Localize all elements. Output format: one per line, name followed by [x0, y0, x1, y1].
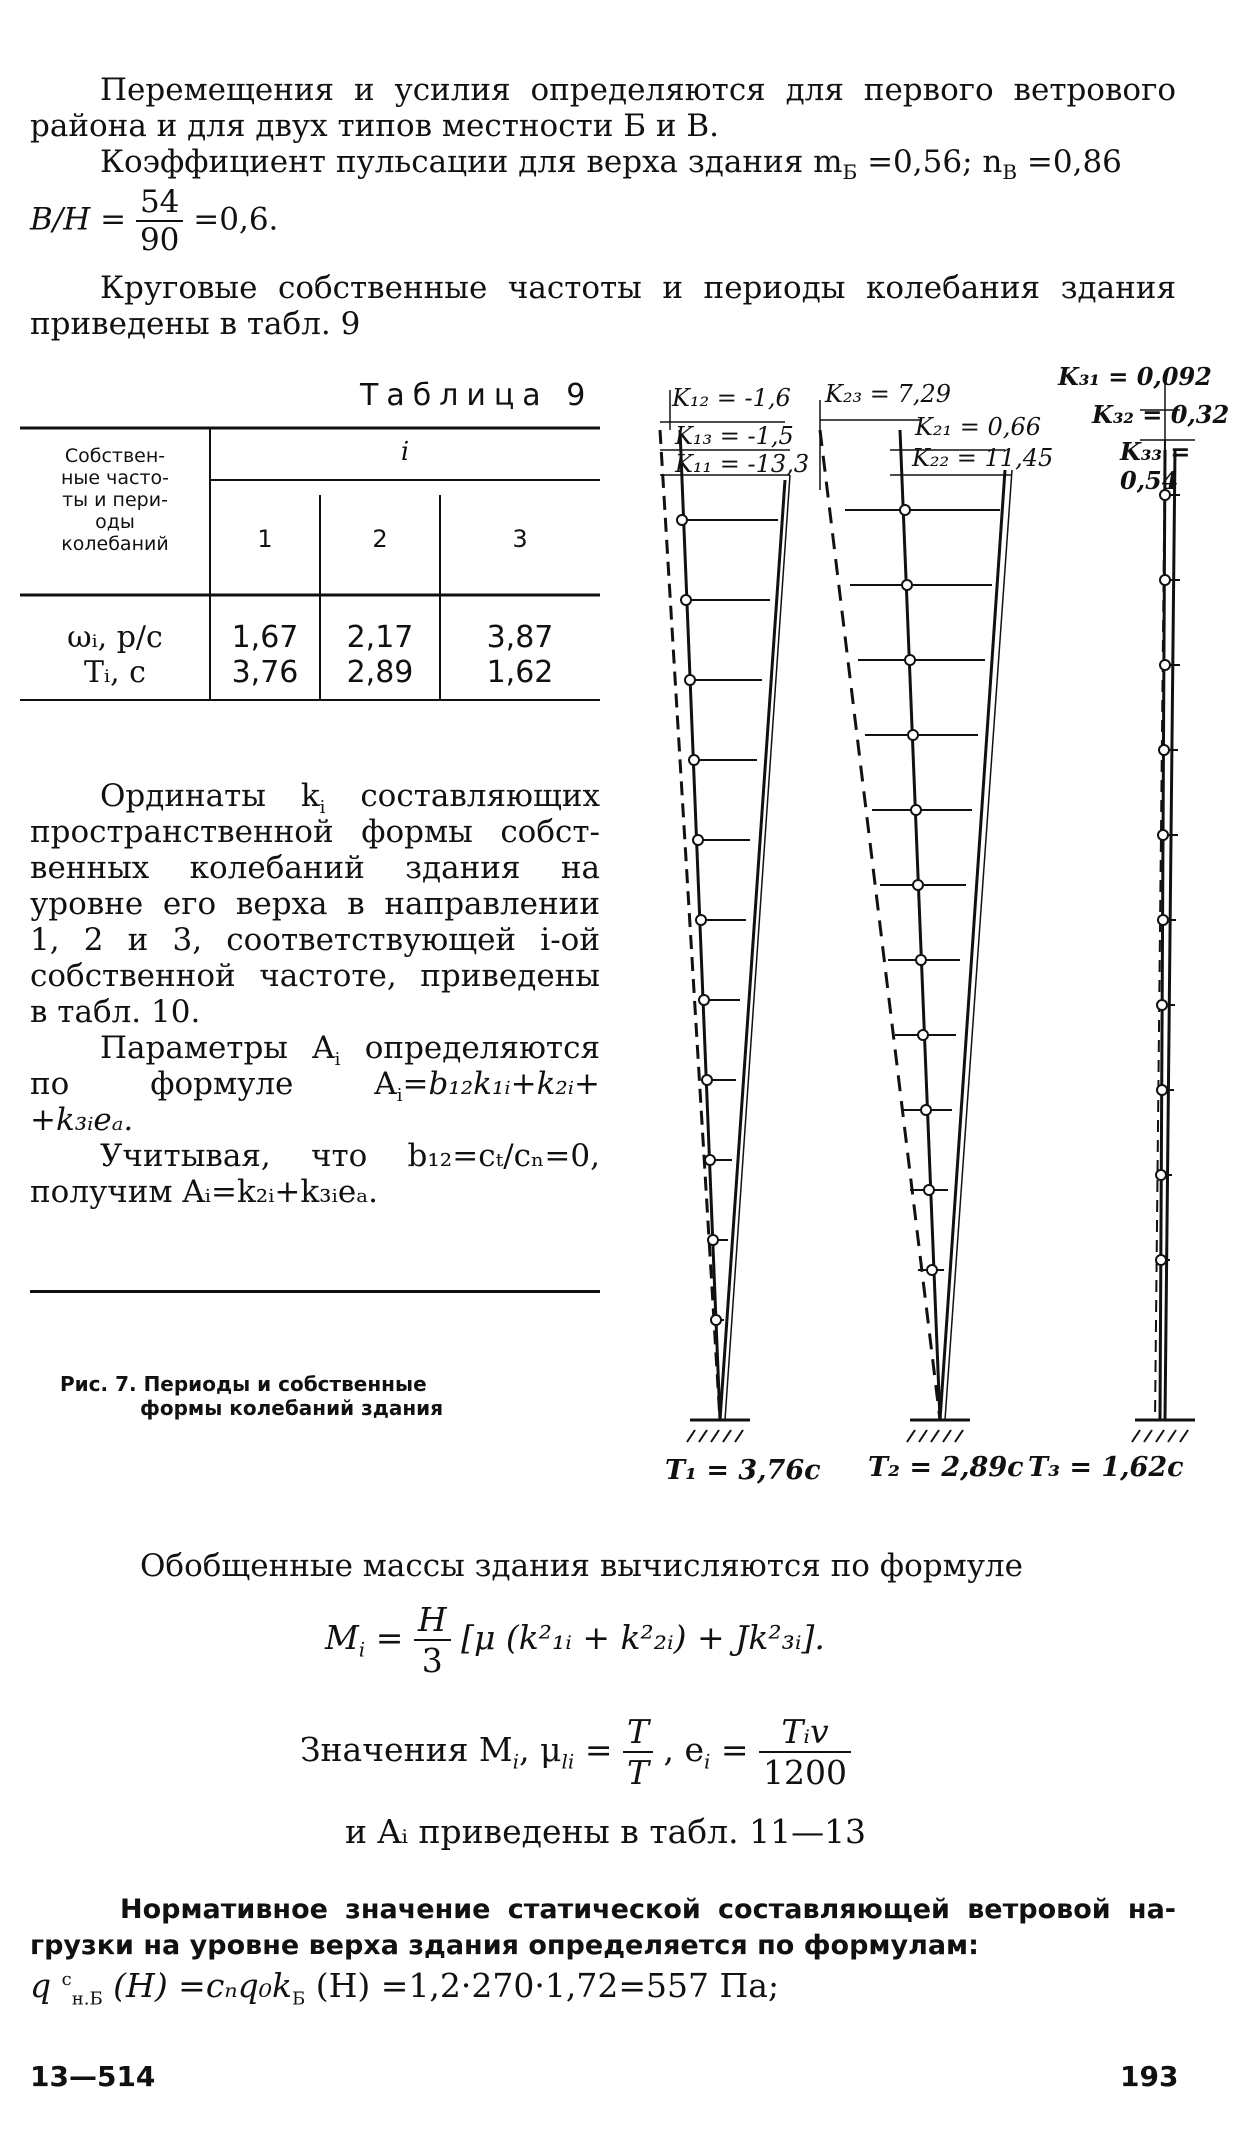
- text-span: Значения M: [300, 1730, 513, 1769]
- ratio-fraction: [136, 184, 183, 258]
- k-label: K₁₁ = -13,3: [675, 450, 810, 478]
- paragraph-line: венных колебаний здания на: [30, 850, 600, 886]
- k-label: K₃₃ = 0,54: [1120, 437, 1191, 495]
- text-span: составляющих: [325, 778, 600, 814]
- text-span: Параметры A: [100, 1030, 335, 1066]
- table-header-i: i: [400, 437, 410, 467]
- mode-shape-1: [660, 390, 790, 1420]
- equals-sign: =: [584, 1730, 623, 1769]
- fraction-numerator: H: [414, 1600, 451, 1641]
- table-cell: 3,76: [231, 655, 299, 690]
- table-row-label: ωᵢ, р/с: [67, 620, 163, 655]
- fraction-denominator: 3: [421, 1641, 443, 1680]
- formula-values: [300, 1712, 851, 1792]
- paragraph-line: района и для двух типов местности Б и В.: [30, 108, 720, 144]
- text-span: q: [30, 1966, 62, 2005]
- table-cell: 3,87: [486, 620, 554, 655]
- k-label: K₂₁ = 0,66: [915, 413, 1041, 441]
- subscript: i: [512, 1749, 520, 1774]
- k-label: K₂₃ = 7,29: [825, 380, 951, 408]
- subscript: i: [319, 797, 326, 819]
- formula-fraction: [414, 1600, 451, 1680]
- paragraph-line: приведены в табл. 9: [30, 306, 361, 342]
- text-span: определяются: [340, 1030, 600, 1066]
- table-col-header: 1: [257, 525, 273, 553]
- paragraph-line: Круговые собственные частоты и периоды колебания здания: [100, 270, 1176, 306]
- period-label: T₂ = 2,89c: [868, 1452, 1024, 1483]
- subscript: i: [396, 1085, 403, 1107]
- k-label: K₃₁ = 0,092: [1058, 362, 1212, 391]
- mode-shapes-figure: [620, 360, 1240, 1500]
- equals-sign: =: [720, 1730, 760, 1769]
- subscript: i: [334, 1049, 341, 1071]
- paragraph-line: и Aᵢ приведены в табл. 11—13: [345, 1812, 867, 1851]
- paragraph-line: собственной частоте, приведены: [30, 958, 600, 994]
- superscript: c: [61, 1969, 72, 1990]
- subscript: В: [1002, 160, 1018, 185]
- text-span: (H) =1,2·270·1,72=557 Па;: [305, 1966, 780, 2005]
- k-label: K₃₂ = 0,32: [1092, 400, 1230, 429]
- text-span: , μ: [519, 1730, 562, 1769]
- fraction-denominator: T: [626, 1753, 649, 1792]
- mode-shape-2: [820, 400, 1012, 1420]
- paragraph-line: Учитывая, что b₁₂=cₜ/cₙ=0,: [100, 1138, 600, 1174]
- text-span: =b₁₂k₁ᵢ+k₂ᵢ+: [402, 1066, 600, 1102]
- formula-mi: [325, 1600, 825, 1680]
- paragraph-line: 1, 2 и 3, соответствующей i-ой: [30, 922, 600, 958]
- ratio-formula: [30, 184, 278, 258]
- e-fraction: [759, 1712, 851, 1792]
- fraction-numerator: T: [623, 1712, 653, 1753]
- paragraph-line: Обобщенные массы здания вычисляются по формуле: [140, 1548, 1023, 1584]
- subscript: i: [703, 1749, 711, 1774]
- paragraph-line: +k₃ᵢeₐ.: [30, 1102, 134, 1138]
- paragraph-line: грузки на уровне верха здания определяется по формулам:: [30, 1930, 979, 1961]
- paragraph-line: Перемещения и усилия определяются для первого ветрового: [100, 72, 1176, 108]
- paragraph-line: уровне его верха в направлении: [30, 886, 600, 922]
- subscript: н.Б: [71, 1988, 103, 2010]
- table-col-header: 3: [512, 525, 528, 553]
- figure-caption: формы колебаний здания: [140, 1396, 444, 1420]
- fraction-numerator: Tᵢv: [759, 1712, 851, 1753]
- text-span: =0,56; n: [857, 144, 1003, 180]
- formula-lhs: M: [325, 1618, 359, 1657]
- k-label: K₁₃ = -1,5: [675, 422, 794, 450]
- paragraph-line: Нормативное значение статической составляющей ветровой на-: [120, 1894, 1176, 1925]
- subscript: Б: [842, 160, 858, 185]
- table-cell: 2,17: [346, 620, 414, 655]
- period-label: T₁ = 3,76c: [665, 1455, 821, 1486]
- divider: [30, 1290, 600, 1293]
- footer-signature: 13—514: [30, 2060, 156, 2093]
- k-label: K₂₂ = 11,45: [912, 444, 1054, 472]
- text-span: =0,86: [1017, 144, 1122, 180]
- mode-shape-3: [1140, 380, 1195, 1420]
- table-cell: 1,67: [231, 620, 299, 655]
- text-span: (H) =cₙq₀k: [102, 1966, 293, 2005]
- fraction-numerator: 54: [136, 184, 183, 222]
- text-span: Ординаты k: [100, 778, 320, 814]
- page-number: 193: [1120, 2060, 1179, 2093]
- text-span: , e: [663, 1730, 704, 1769]
- table-cell: 1,62: [486, 655, 554, 690]
- paragraph-line: в табл. 10.: [30, 994, 201, 1030]
- equals-sign: =: [375, 1618, 414, 1657]
- k-label: K₁₂ = -1,6: [672, 384, 791, 412]
- table-col-header: 2: [372, 525, 388, 553]
- table-header-left: Собствен- ные часто- ты и пери- оды колебаний: [60, 445, 170, 555]
- paragraph-line: получим Aᵢ=k₂ᵢ+k₃ᵢeₐ.: [30, 1174, 379, 1210]
- text-span: по формуле A: [30, 1066, 397, 1102]
- ratio-rhs: =0,6.: [193, 201, 279, 238]
- fraction-denominator: 90: [139, 222, 180, 258]
- subscript: i: [358, 1637, 366, 1662]
- table-row-label: Tᵢ, с: [84, 655, 146, 690]
- paragraph-line: пространственной формы собст-: [30, 814, 600, 850]
- ratio-lhs: B/H =: [30, 201, 127, 238]
- text-span: Коэффициент пульсации для верха здания m: [100, 144, 843, 180]
- table-title: Таблица 9: [360, 378, 594, 413]
- subscript: li: [561, 1749, 575, 1774]
- formula-body: [μ (k²₁ᵢ + k²₂ᵢ) + Jk²₃ᵢ].: [461, 1618, 825, 1657]
- figure-caption: Рис. 7. Периоды и собственные: [60, 1372, 427, 1396]
- mu-fraction: [623, 1712, 653, 1792]
- formula-q: [30, 1966, 779, 2010]
- subscript: Б: [292, 1988, 306, 2010]
- table-cell: 2,89: [346, 655, 414, 690]
- fraction-denominator: 1200: [763, 1753, 848, 1792]
- period-label: T₃ = 1,62c: [1028, 1452, 1184, 1483]
